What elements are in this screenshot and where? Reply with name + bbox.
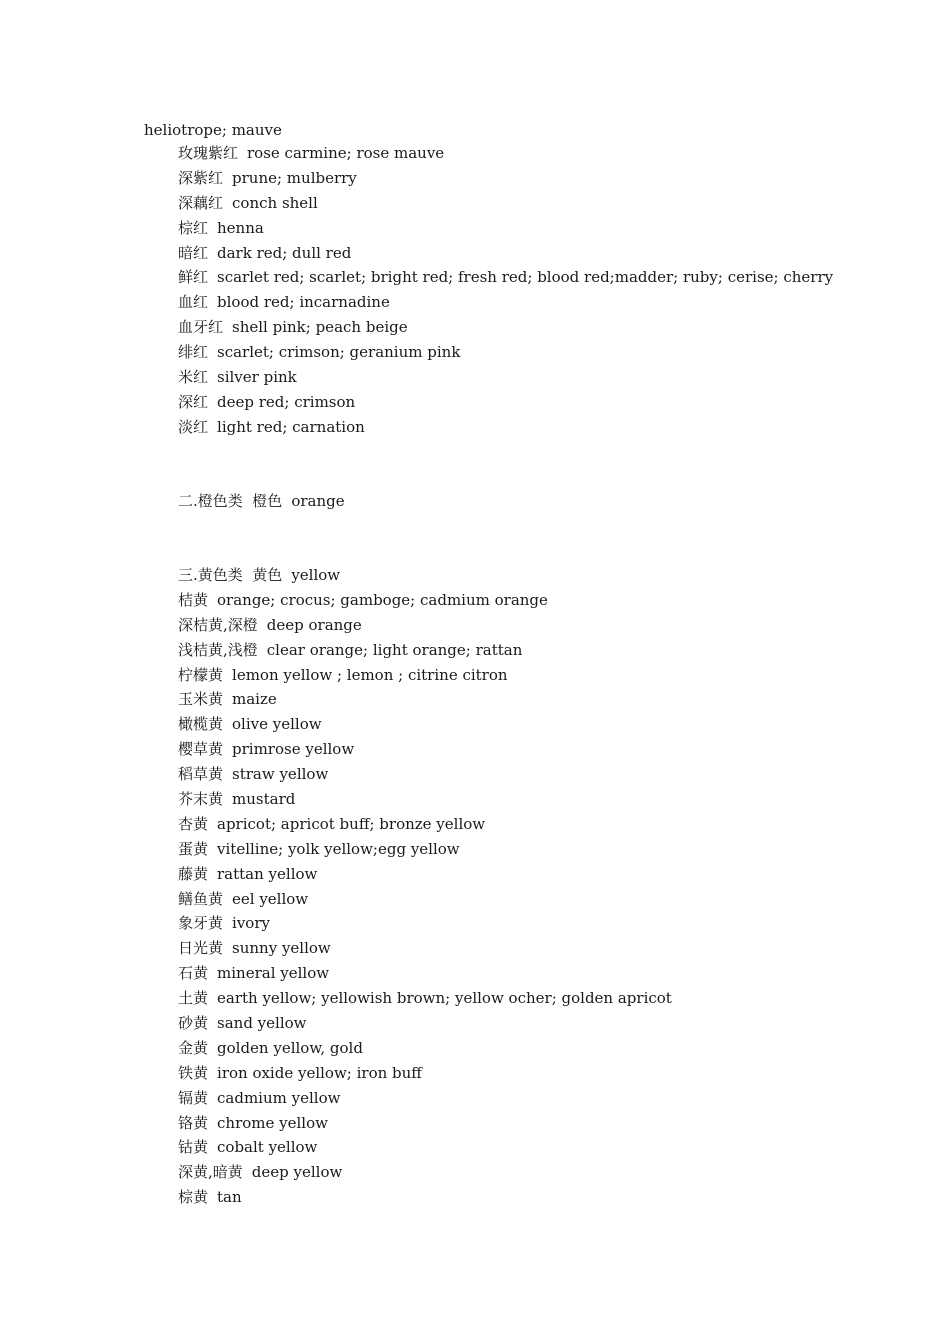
color-name-zh: 象牙黄 [178,914,224,933]
color-name-en: chrome yellow [217,1113,328,1132]
color-name-zh: 钴黄 [178,1138,209,1157]
color-name-en: dark red; dull red [217,243,352,262]
color-entry [178,365,833,390]
color-name-en: scarlet; crimson; geranium pink [217,343,461,362]
yellow-color-list [178,588,672,1210]
color-name-zh: 玫瑰紫红 [178,144,239,162]
color-name-en: shell pink; peach beige [232,318,408,337]
color-entry [178,390,833,415]
color-name-en: vitelline; yolk yellow;egg yellow [217,839,460,858]
color-name-en: deep red; crimson [217,392,356,411]
red-color-list [178,141,833,440]
color-entry [178,687,672,712]
color-entry [178,290,833,315]
color-name-zh: 暗红 [178,243,209,262]
color-name-en: deep yellow [251,1163,343,1182]
color-name-zh: 砂黄 [178,1014,209,1033]
color-entry [178,1160,672,1185]
color-name-zh: 土黄 [178,989,209,1008]
color-name-zh: 蛋黄 [178,839,209,858]
color-entry [178,315,833,340]
color-entry [178,340,833,365]
color-name-zh: 棕红 [178,218,209,237]
color-name-en: cobalt yellow [217,1138,318,1157]
color-name-zh: 金黄 [178,1038,209,1057]
color-entry [178,241,833,266]
color-name-en: ivory [232,914,270,933]
color-name-zh: 深紫红 [178,168,224,187]
color-name-zh: 鲜红 [178,268,209,287]
section-heading-yellow [178,563,672,588]
color-name-en: light red; carnation [217,417,365,436]
color-entry [178,191,833,216]
color-name-zh: 柠檬黄 [178,665,224,684]
color-name-zh: 镉黄 [178,1088,209,1107]
color-name-en: cadmium yellow [217,1088,341,1107]
color-entry [178,1011,672,1036]
color-entry [178,911,672,936]
color-name-en: lemon yellow ; lemon ; citrine citron [232,665,508,684]
color-name-zh: 石黄 [178,964,209,983]
section-heading-en: orange [291,492,345,510]
color-entry [178,613,672,638]
color-name-en: henna [217,218,264,237]
color-entry [178,862,672,887]
section-heading-en: yellow [291,566,341,584]
color-name-en: tan [217,1188,242,1207]
section-heading-orange [178,489,345,514]
color-name-zh: 深桔黄,深橙 [178,615,258,634]
color-entry [178,1086,672,1111]
color-name-zh: 浅桔黄,浅橙 [178,640,258,659]
color-name-zh: 橄榄黄 [178,715,224,734]
section-heading-zh: 三.黄色类 黄色 [178,566,283,584]
color-name-zh: 深红 [178,392,209,411]
color-name-en: silver pink [217,368,297,387]
color-entry [178,887,672,912]
color-entry [178,936,672,961]
color-entry [178,762,672,787]
color-name-zh: 玉米黄 [178,690,224,709]
color-name-zh: 樱草黄 [178,740,224,759]
color-name-en: sand yellow [217,1014,307,1033]
color-name-zh: 深藕红 [178,193,224,212]
color-name-en: mustard [232,790,296,809]
color-entry [178,1061,672,1086]
color-name-en: prune; mulberry [232,168,357,187]
color-name-en: conch shell [232,193,318,212]
color-name-en: rose carmine; rose mauve [247,144,445,162]
color-entry [178,1111,672,1136]
color-name-en: iron oxide yellow; iron buff [217,1063,422,1082]
color-name-zh: 深黄,暗黄 [178,1163,243,1182]
yellow-section [178,563,672,1210]
color-name-zh: 鳝鱼黄 [178,889,224,908]
color-name-zh: 芥末黄 [178,790,224,809]
color-entry [178,663,672,688]
color-entry [178,787,672,812]
color-name-zh: 稻草黄 [178,765,224,784]
color-name-en: maize [232,690,277,709]
color-name-en: primrose yellow [232,740,355,759]
color-entry [178,1036,672,1061]
color-name-en: golden yellow, gold [217,1038,363,1057]
color-name-en: sunny yellow [232,939,331,958]
color-name-zh: 铁黄 [178,1063,209,1082]
color-name-zh: 日光黄 [178,939,224,958]
color-name-en: deep orange [266,615,362,634]
color-entry [178,1135,672,1160]
color-name-zh: 藤黄 [178,864,209,883]
color-name-zh: 血牙红 [178,318,224,337]
color-name-zh: 淡红 [178,417,209,436]
orange-section [178,489,345,514]
color-name-zh: 米红 [178,368,209,387]
color-entry [178,1185,672,1210]
color-name-zh: 绯红 [178,343,209,362]
color-name-en: eel yellow [232,889,309,908]
color-entry [178,712,672,737]
color-entry [178,638,672,663]
color-entry [178,216,833,241]
color-name-en: straw yellow [232,765,329,784]
color-name-zh: 棕黄 [178,1188,209,1207]
color-entry [178,166,833,191]
color-entry [178,588,672,613]
section-heading-zh: 二.橙色类 橙色 [178,492,283,510]
color-entry [178,812,672,837]
color-name-en: olive yellow [232,715,322,734]
color-entry [178,986,672,1011]
color-entry [178,737,672,762]
color-entry [178,961,672,986]
color-entry [178,415,833,440]
color-entry [178,265,833,290]
color-name-en: apricot; apricot buff; bronze yellow [217,814,486,833]
continuation-text: heliotrope; mauve [144,121,282,139]
color-name-en: mineral yellow [217,964,330,983]
color-name-zh: 血红 [178,293,209,312]
color-entry [178,141,833,166]
color-name-en: earth yellow; yellowish brown; yellow ocher; golden apricot [217,989,672,1008]
color-name-zh: 桔黄 [178,590,209,609]
color-name-zh: 杏黄 [178,814,209,833]
color-entry [178,837,672,862]
color-name-en: clear orange; light orange; rattan [266,640,523,659]
color-name-en: scarlet red; scarlet; bright red; fresh red; blood red;madder; ruby; cerise; cherry [217,268,834,287]
color-name-en: blood red; incarnadine [217,293,390,312]
color-name-en: rattan yellow [217,864,318,883]
color-name-zh: 铬黄 [178,1113,209,1132]
color-name-en: orange; crocus; gamboge; cadmium orange [217,590,548,609]
